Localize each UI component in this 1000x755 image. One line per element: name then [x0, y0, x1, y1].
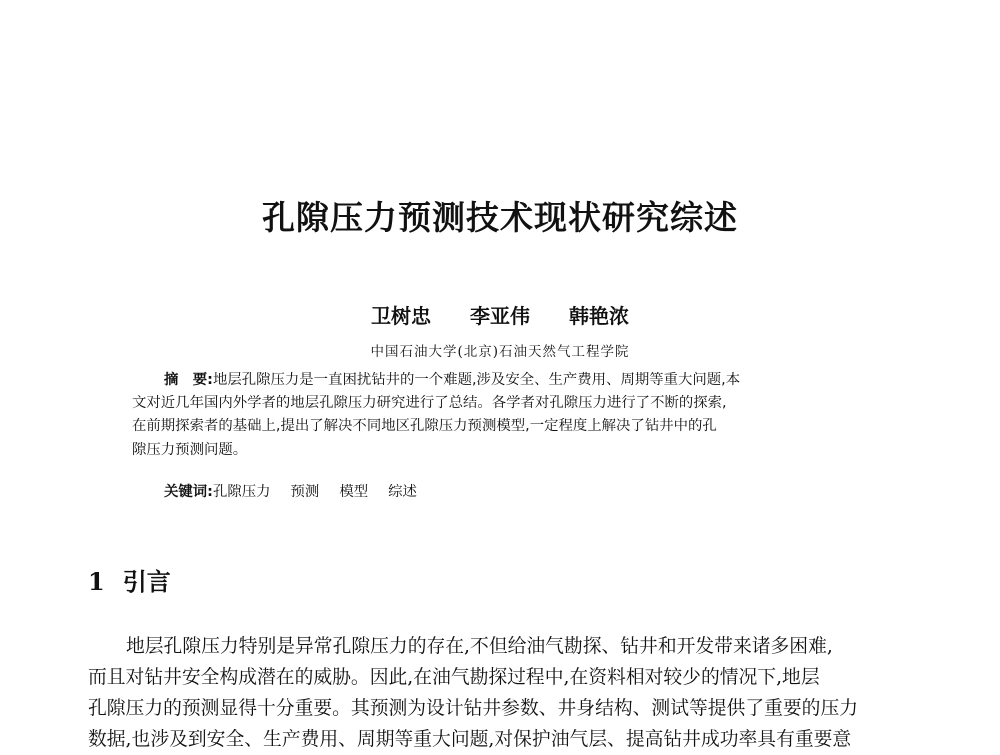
abstract [132, 369, 862, 462]
abstract-label: 摘 要: [164, 372, 213, 388]
body-line: 数据,也涉及到安全、生产费用、周期等重大问题,对保护油气层、提高钻井成功率具有重要意 [88, 729, 852, 750]
keyword: 孔隙压力 [212, 484, 271, 500]
body-line: 而且对钻井安全构成潜在的威胁。因此,在油气勘探过程中,在资料相对较少的情况下,地层 [88, 667, 820, 688]
author-name: 李亚伟 [470, 304, 530, 328]
abstract-line [132, 369, 862, 392]
author-affiliation: 中国石油大学(北京)石油天然气工程学院 [370, 344, 630, 360]
body-paragraph [88, 631, 910, 755]
abstract-line: 隙压力预测问题。 [132, 441, 248, 458]
keyword: 综述 [388, 484, 417, 500]
section-heading [88, 564, 171, 600]
section-number: 1 [88, 567, 105, 596]
author-name: 卫树忠 [371, 304, 432, 328]
abstract-line: 在前期探索者的基础上,提出了解决不同地区孔隙压力预测模型,一定程度上解决了钻井中的孔 [132, 418, 717, 435]
keyword: 模型 [339, 484, 369, 500]
keyword: 预测 [290, 484, 320, 500]
author-list [0, 302, 1000, 330]
keywords [164, 481, 437, 504]
section-title: 引言 [122, 568, 171, 596]
paper-title: 孔隙压力预测技术现状研究综述 [262, 198, 738, 237]
abstract-line: 文对近几年国内外学者的地层孔隙压力研究进行了总结。各学者对孔隙压力进行了不断的探索, [132, 395, 727, 412]
body-line: 地层孔隙压力特别是异常孔隙压力的存在,不但给油气勘探、钻井和开发带来诸多困难, [126, 636, 833, 657]
keywords-label: 关键词: [164, 484, 213, 500]
author-name: 韩艳浓 [568, 304, 629, 328]
abstract-text: 地层孔隙压力是一直困扰钻井的一个难题,涉及安全、生产费用、周期等重大问题,本 [212, 372, 741, 388]
body-line: 孔隙压力的预测显得十分重要。其预测为设计钻井参数、井身结构、测试等提供了重要的压力 [88, 698, 859, 719]
